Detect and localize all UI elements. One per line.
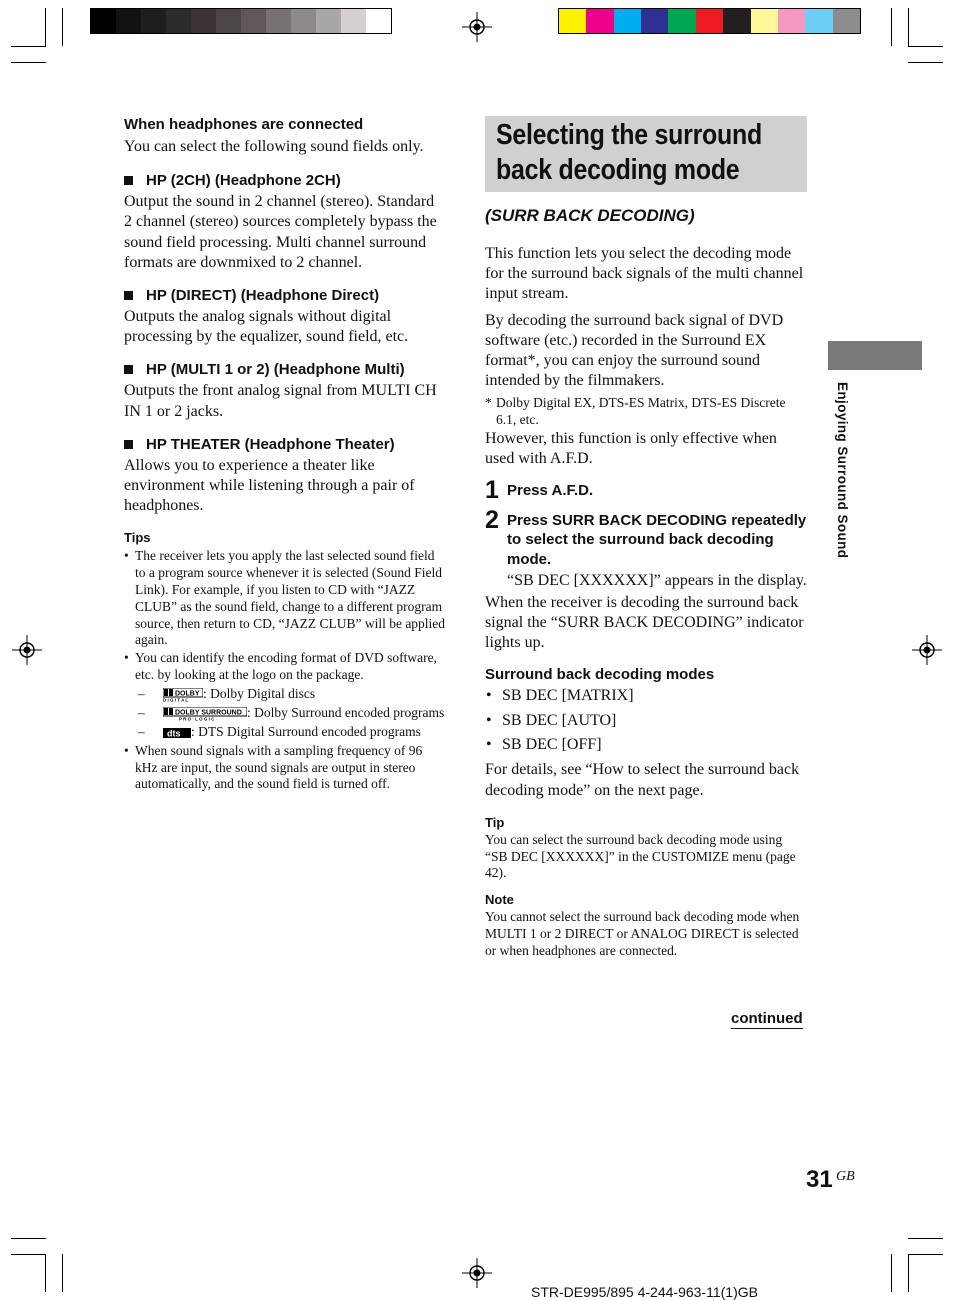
sound-field-body: Output the sound in 2 channel (stereo). Standard 2 channel (stereo) sources completely bypass the sound field processing. Multi channel surround formats are downmixed to 2 channel. (124, 193, 437, 271)
square-bullet-icon (124, 176, 133, 185)
color-swatch (559, 9, 586, 33)
svg-text:D I G I T A L: D I G I T A L (163, 697, 189, 702)
step-2 (485, 505, 807, 592)
step-text: Press SURR BACK DECODING repeatedly to select the surround back decoding mode. (507, 511, 807, 568)
section-title: Selecting the surround back decoding mode (496, 119, 762, 186)
tip-text: You can select the surround back decoding mode using “SB DEC [XXXXXX]” in the CUSTOMIZE menu (page 42). (485, 831, 796, 881)
left-column (124, 116, 446, 794)
section-subtitle: (SURR BACK DECODING) (485, 206, 695, 225)
color-swatch (778, 9, 805, 33)
color-swatch (696, 9, 723, 33)
tips-heading: Tips (124, 530, 151, 546)
square-bullet-icon (124, 291, 133, 300)
square-bullet-icon (124, 440, 133, 449)
paragraph: However, this function is only effective when used with A.F.D. (485, 430, 777, 468)
tip-item: • You can identify the encoding format of DVD software, etc. by looking at the logo on the package. (124, 650, 437, 683)
continued-label: continued (731, 1010, 803, 1027)
sound-field-body: Outputs the front analog signal from MULTI CH IN 1 or 2 jacks. (124, 382, 437, 420)
logo-line: – DOLBY D I G I T A L : Dolby Digital discs (138, 685, 316, 702)
grayscale-calibration-bar (90, 8, 392, 34)
color-swatch (341, 9, 366, 33)
dts-logo (163, 725, 191, 741)
dolby-surround-logo (163, 707, 247, 721)
color-swatch (805, 9, 832, 33)
paragraph: For details, see “How to select the surround back decoding mode” on the next page. (485, 761, 800, 799)
sound-field-title: HP THEATER (Headphone Theater) (146, 435, 395, 453)
section-title-box (485, 116, 807, 192)
note-text: You cannot select the surround back decoding mode when MULTI 1 or 2 DIRECT or ANALOG DIRECT is selected or when headphones are connected. (485, 909, 800, 958)
tip-item: • When sound signals with a sampling frequency of 96 kHz are input, the sound signals are output in stereo automatically, and the sound field is turned off. (124, 742, 423, 792)
sound-field-item (124, 287, 446, 347)
tip-heading: Tip (485, 814, 505, 830)
tip-item: • The receiver lets you apply the last selected sound field to a program source whenever it is selected (Sound Field Link). For example, if you listen to CD with “JAZZ CLUB” as the sound field, change to a different program source, then return to CD, “JAZZ CLUB” will be applied again. (124, 548, 446, 648)
paragraph: When the receiver is decoding the surround back signal the “SURR BACK DECODING” indicator lights up. (485, 593, 804, 652)
color-swatch (216, 9, 241, 33)
right-column (485, 116, 807, 960)
step-number: 1 (485, 476, 499, 505)
mode-item: • SB DEC [MATRIX] (486, 687, 634, 705)
sound-field-body: Allows you to experience a theater like environment while listening through a pair of headphones. (124, 456, 415, 515)
step-number: 2 (485, 505, 499, 534)
footnote: * Dolby Digital EX, DTS-ES Matrix, DTS-ES Discrete 6.1, etc. (485, 395, 786, 428)
paragraph: By decoding the surround back signal of DVD software (etc.) recorded in the Surround EX format*, you can enjoy the surround sound intended by the filmmakers. (485, 311, 784, 390)
color-swatch (116, 9, 141, 33)
color-swatch (266, 9, 291, 33)
color-swatch (241, 9, 266, 33)
sound-field-title: HP (2CH) (Headphone 2CH) (146, 172, 341, 190)
svg-text:dts: dts (167, 728, 181, 739)
color-swatch (641, 9, 668, 33)
color-swatch (723, 9, 750, 33)
color-swatch (191, 9, 216, 33)
note-heading: Note (485, 892, 514, 908)
color-swatch (833, 9, 860, 33)
logo-line: – dts : DTS Digital Surround encoded programs (138, 723, 421, 739)
registration-mark-top-icon (462, 12, 492, 42)
square-bullet-icon (124, 365, 133, 374)
side-tab-label: Enjoying Surround Sound (835, 382, 850, 559)
step-result: “SB DEC [XXXXXX]” appears in the display. (507, 572, 807, 590)
color-swatch (291, 9, 316, 33)
sound-field-body: Outputs the analog signals without digital processing by the equalizer, sound field, etc. (124, 308, 409, 346)
color-swatch (141, 9, 166, 33)
color-swatch (316, 9, 341, 33)
color-swatch (91, 9, 116, 33)
model-footer: STR-DE995/895 4-244-963-11(1)GB (531, 1284, 758, 1300)
registration-mark-bottom-icon (462, 1258, 492, 1288)
logo-line: – DOLBY SURROUND P R O · L O G I C : Dolby Surround encoded programs (138, 704, 445, 721)
page-number: 31 (806, 1166, 833, 1193)
side-tab (828, 341, 922, 370)
sound-field-item (124, 361, 446, 421)
sound-field-item (124, 172, 446, 273)
sound-field-item (124, 436, 446, 517)
mode-item: • SB DEC [OFF] (486, 736, 602, 754)
color-swatch (614, 9, 641, 33)
sound-field-title: HP (DIRECT) (Headphone Direct) (146, 287, 380, 305)
color-calibration-bar (558, 8, 861, 34)
sound-field-title: HP (MULTI 1 or 2) (Headphone Multi) (146, 361, 405, 379)
headphones-intro: You can select the following sound fields only. (124, 138, 424, 155)
page-suffix: GB (836, 1169, 855, 1184)
mode-item: • SB DEC [AUTO] (486, 711, 617, 729)
color-swatch (366, 9, 391, 33)
color-swatch (668, 9, 695, 33)
step-1 (485, 476, 807, 505)
paragraph: This function lets you select the decoding mode for the surround back signals of the multi channel input stream. (485, 245, 804, 303)
color-swatch (166, 9, 191, 33)
registration-mark-right-icon (912, 635, 942, 665)
modes-heading: Surround back decoding modes (485, 666, 715, 684)
color-swatch (586, 9, 613, 33)
step-text: Press A.F.D. (507, 482, 594, 500)
svg-text:P R O · L O G I C: P R O · L O G I C (179, 716, 215, 721)
svg-text:DOLBY: DOLBY (175, 690, 200, 698)
color-swatch (751, 9, 778, 33)
registration-mark-left-icon (12, 635, 42, 665)
svg-text:DOLBY SURROUND: DOLBY SURROUND (175, 709, 242, 717)
dolby-digital-logo (163, 688, 203, 702)
headphones-heading: When headphones are connected (124, 116, 364, 133)
